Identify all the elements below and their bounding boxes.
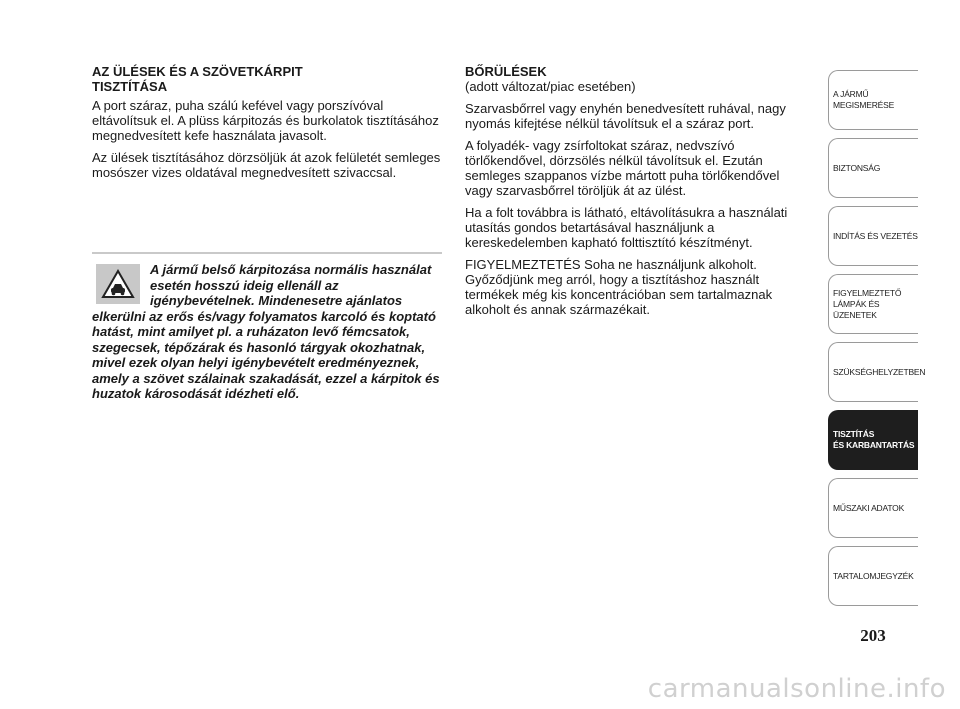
tab-vehicle-overview[interactable]: A JÁRMŰ MEGISMERÉSE <box>828 70 918 130</box>
fabric-paragraph-2: Az ülések tisztításához dörzsöljük át azok felületét semleges mosószer vizes oldatával megnedvesített szivaccsal. <box>92 150 441 180</box>
tab-safety[interactable]: BIZTONSÁG <box>828 138 918 198</box>
tab-warning-lights[interactable]: FIGYELMEZTETŐ LÁMPÁK ÉS ÜZENETEK <box>828 274 918 334</box>
right-column <box>465 64 810 324</box>
tab-cleaning-maintenance[interactable]: TISZTÍTÁS ÉS KARBANTARTÁS <box>828 410 918 470</box>
chapter-tabs <box>828 70 926 614</box>
section-heading-leather: BŐRÜLÉSEK <box>465 64 547 79</box>
fabric-paragraph-1: A port száraz, puha szálú kefével vagy porszívóval eltávolítsuk el. A plüss kárpitozás és burkolatok tisztításához megnedvesített kefe használata javasolt. <box>92 98 439 143</box>
page-number: 203 <box>860 626 886 645</box>
leather-paragraph-3: Ha a folt továbbra is látható, eltávolításukra a használati utasítás gondos betartásával használjunk a kereskedelemben kapható folttisztító készítményt. <box>465 205 788 250</box>
warning-box <box>92 252 442 402</box>
warning-text: A jármű belső kárpitozása normális használat esetén hosszú ideig ellenáll az igénybevételnek. Mindenesetre ajánlatos elkerülni az erős és/vagy folyamatos karcoló és koptató hatást, mint amilyet pl. a ruházaton levő fémcsatok, szegecsek, tépőzárak és hasonló tárgyak okozhatnak, mivel ezek olyan helyi igénybevételt eredményeznek, amely a szövet szálainak szakadását, ezzel a kárpitok és huzatok károsodását idézheti elő. <box>92 262 440 401</box>
tab-starting-driving[interactable]: INDÍTÁS ÉS VEZETÉS <box>828 206 918 266</box>
leather-subheading: (adott változat/piac esetében) <box>465 79 636 94</box>
warning-triangle-icon <box>96 264 140 304</box>
tab-technical-data[interactable]: MŰSZAKI ADATOK <box>828 478 918 538</box>
leather-paragraph-1: Szarvasbőrrel vagy enyhén benedvesített ruhával, nagy nyomás kifejtése nélkül távolítsuk el a száraz port. <box>465 101 786 131</box>
section-heading-fabric: AZ ÜLÉSEK ÉS A SZÖVETKÁRPIT TISZTÍTÁSA <box>92 64 303 94</box>
tab-emergency[interactable]: SZÜKSÉGHELYZETBEN <box>828 342 918 402</box>
leather-paragraph-2: A folyadék- vagy zsírfoltokat száraz, nedvszívó törlőkendővel, dörzsölés nélkül távolítsuk el. Ezután semleges szappanos vízbe mártott puha törlőkendővel vagy szarvasbőrrel töröljük át az ülést. <box>465 138 780 198</box>
left-column <box>92 64 442 187</box>
tab-index[interactable]: TARTALOMJEGYZÉK <box>828 546 918 606</box>
leather-paragraph-4: FIGYELMEZTETÉS Soha ne használjunk alkoholt. Győződjünk meg arról, hogy a tisztításhoz használt termékek még kis koncentrációban sem tartalmaznak alkoholt és annak származékait. <box>465 257 773 317</box>
watermark: carmanualsonline.info <box>647 674 946 704</box>
